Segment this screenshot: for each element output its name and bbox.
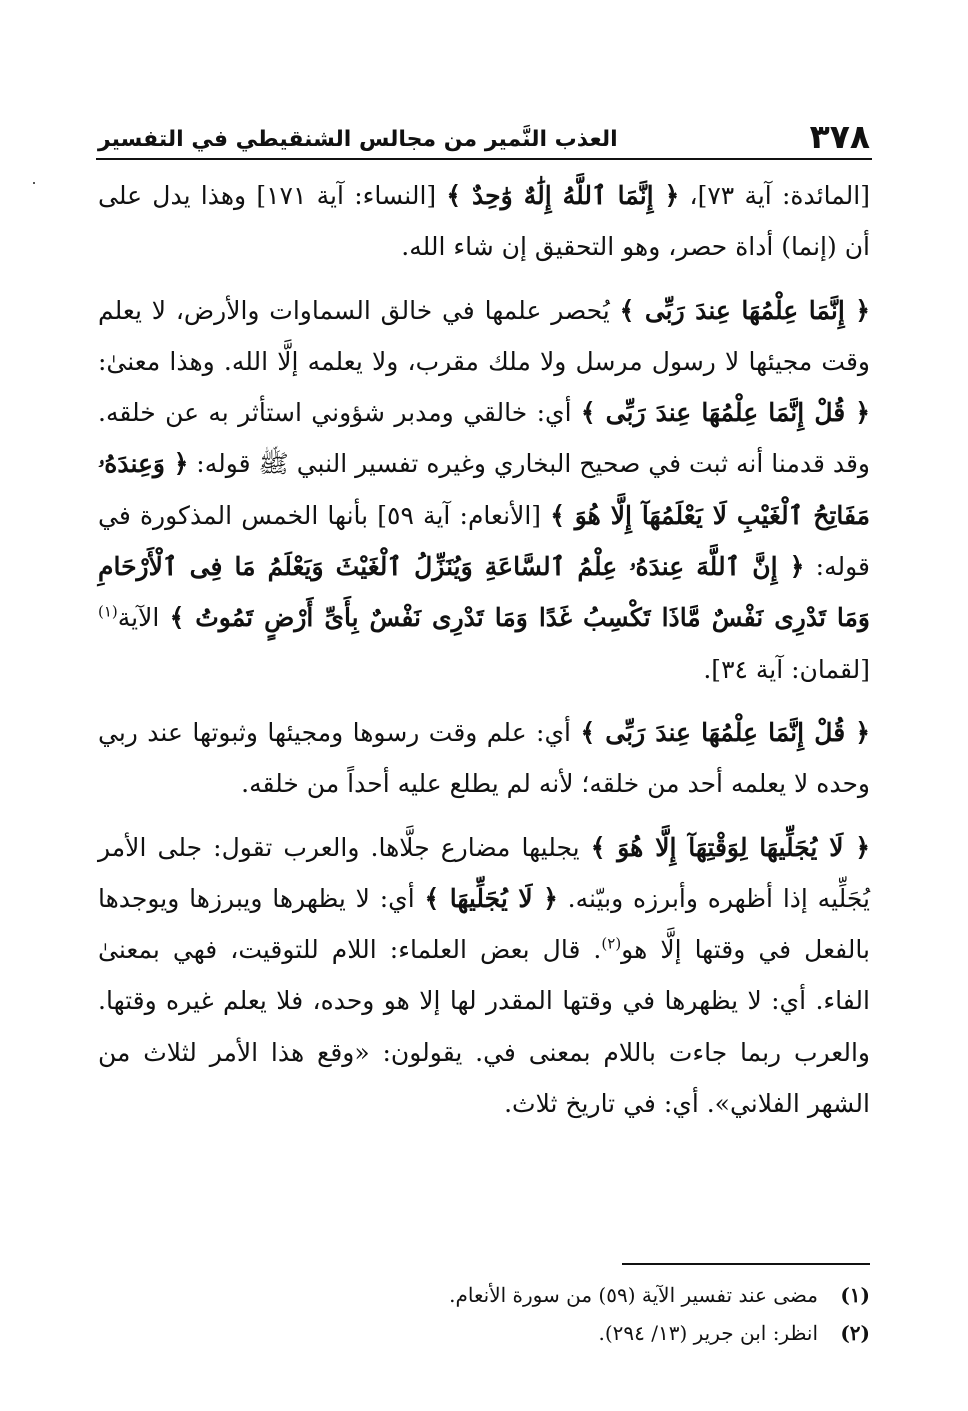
text-run: أي: لا يظهرها ويبرزها ويوجدها بالفعل في وقتها إلَّا هو xyxy=(98,883,870,965)
running-title: العذب النَّمير من مجالس الشنقيطي في التفسير xyxy=(98,127,618,152)
footnote-2 xyxy=(98,1314,870,1352)
quran-verse: ﴿ وَعِندَهُۥ مَفَاتِحُ ٱلْغَيْبِ لَا يَعْلَمُهَآ إِلَّا هُوَ ﴾ xyxy=(97,449,870,530)
paragraph xyxy=(98,170,870,273)
footnote-text: مضى عند تفسير الآية (٥٩) من سورة الأنعام. xyxy=(449,1283,818,1307)
text-run: [الأنعام: آية ٥٩] بأنها الخمس المذكورة في قوله: xyxy=(98,500,870,582)
quran-verse: ﴿ إِنَّ ٱللَّهَ عِندَهُۥ عِلْمُ ٱلسَّاعَةِ وَيُنَزِّلُ ٱلْغَيْثَ وَيَعْلَمُ مَا فِى ٱلْأَرْحَامِ وَمَا تَدْرِى نَفْسٌ مَّاذَا تَكْسِبُ غَدًا وَمَا تَدْرِى نَفْسٌ بِأَىِّ أَرْضٍ تَمُوتُ ﴾ xyxy=(98,552,870,633)
body-text xyxy=(98,170,870,1141)
footnote-number: (١) xyxy=(840,1283,870,1307)
page-header xyxy=(98,108,870,156)
text-run: يجليها مضارع جلَّاها. والعرب تقول: جلى الأمر يُجَلِّيه إذا أظهره وأبرزه وبيّنه. xyxy=(98,832,871,913)
quran-verse: ﴿ إِنَّمَا عِلْمُهَا عِندَ رَبِّى ﴾ xyxy=(619,295,870,325)
footnote-reference[interactable]: (١) xyxy=(98,603,118,622)
quran-verse: ﴿ قُلْ إِنَّمَا عِلْمُهَا عِندَ رَبِّى ﴾ xyxy=(580,717,870,747)
footnotes xyxy=(98,1276,870,1352)
quran-verse: ﴿ لَا يُجَلِّيهَا ﴾ xyxy=(424,883,558,913)
paragraph xyxy=(98,707,870,810)
footnote-1 xyxy=(98,1276,870,1314)
quran-verse: ﴿ إِنَّمَا ٱللَّهُ إِلَٰهٌ وَٰحِدٌ ﴾ xyxy=(446,181,680,210)
text-run: يُحصر علمها في خالق السماوات والأرض، لا يعلم وقت مجيئها لا رسول مرسل ولا ملك مقرب، ولا يعلمه إلَّا الله. وهذا معنىٰ: xyxy=(98,295,870,376)
quran-verse: ﴿ لَا يُجَلِّيهَا لِوَقْتِهَآ إِلَّا هُوَ ﴾ xyxy=(590,832,870,862)
paragraph xyxy=(98,285,870,695)
quran-verse: ﴿ قُلْ إِنَّمَا عِلْمُهَا عِندَ رَبِّى ﴾ xyxy=(580,398,870,428)
text-run: . قال بعض العلماء: اللام للتوقيت، فهي بمعنىٰ الفاء. أي: لا يظهرها في وقتها المقدر لها إلا هو وحده، فلا يعلم غيره وقتها. والعرب ربما جاءت باللام بمعنى في. يقولون: «وقع هذا الأمر لثلاث من الشهر الفلاني». أي: في تاريخ ثلاث. xyxy=(98,935,870,1119)
paragraph xyxy=(98,822,870,1130)
footnote-reference[interactable]: (٢) xyxy=(601,934,622,953)
header-divider xyxy=(96,158,872,160)
text-run: أي: علم وقت رسوها ومجيئها وثبوتها عند ربي وحده لا يعلمه أحد من خلقه؛ لأنه لم يطلع عليه أحداً من خلقه. xyxy=(98,717,870,799)
scan-speck xyxy=(33,182,35,184)
text-run: [المائدة: آية ٧٣]، xyxy=(679,181,870,210)
text-run: [النساء: آية ١٧١] وهذا يدل على أن (إنما) أداة حصر، وهو التحقيق إن شاء الله. xyxy=(98,181,870,262)
text-run: [لقمان: آية ٣٤]. xyxy=(703,654,870,684)
page-number: ٣٧٨ xyxy=(809,117,870,156)
text-run: أي: خالقي ومدبر شؤوني استأثر به عن خلقه. وقد قدمنا أنه ثبت في صحيح البخاري وغيره تفسير النبي ﷺ قوله: xyxy=(98,398,870,479)
footnote-divider xyxy=(622,1263,870,1265)
text-run: الآية xyxy=(117,603,170,633)
footnote-text: انظر: ابن جرير (١٣/ ٢٩٤). xyxy=(598,1321,818,1345)
footnote-number: (٢) xyxy=(840,1321,870,1345)
